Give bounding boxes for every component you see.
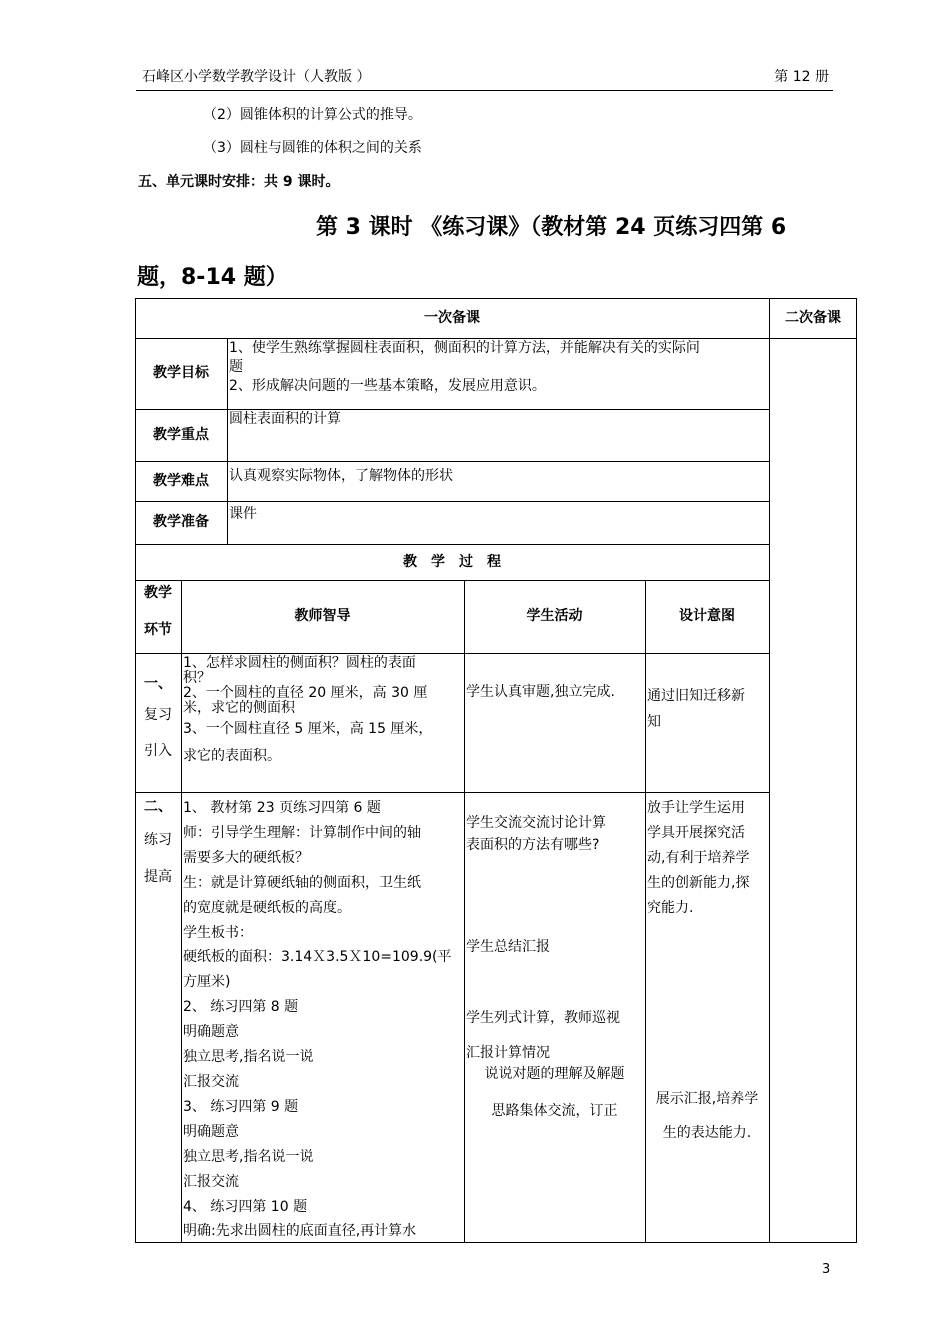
prep-text: 课件	[229, 506, 257, 522]
teacher-line: 生：就是计算硬纸轴的侧面积，卫生纸	[183, 874, 421, 891]
intent-line: 通过旧知迁移新	[647, 688, 745, 704]
header-title: 石峰区小学数学教学设计（人教版 ）	[142, 69, 371, 85]
goal-line: 2、形成解决问题的一些基本策略，发展应用意识。	[229, 378, 546, 394]
header-volume: 第 12 册	[774, 69, 829, 85]
lesson-title-line-2: 题，8-14 题）	[137, 265, 288, 290]
first-prep-header: 一次备课	[424, 309, 480, 326]
stage-line: 二、	[144, 799, 172, 815]
row2-teacher	[181, 792, 464, 1243]
goal-label: 教学目标	[153, 365, 209, 381]
teacher-line: 米，求它的侧面积	[183, 700, 295, 716]
page-number: 3	[822, 1262, 831, 1277]
second-prep-header: 二次备课	[785, 309, 841, 326]
intent-block-1	[647, 796, 749, 921]
teacher-line: 3、 练习四第 9 题	[183, 1098, 299, 1115]
goal-line: 1、使学生熟练掌握圆柱表面积，侧面积的计算方法，并能解决有关的实际问	[229, 340, 700, 356]
stage-header-line: 环节	[144, 622, 172, 638]
student-line: 学生列式计算，教师巡视	[466, 1010, 620, 1026]
intent-line: 放手让学生运用	[647, 800, 745, 816]
intro-item-3: （3）圆柱与圆锥的体积之间的关系	[203, 140, 422, 156]
teacher-line: 1、 教材第 23 页练习四第 6 题	[183, 800, 381, 816]
intro-item-2: （2）圆锥体积的计算公式的推导。	[203, 107, 422, 123]
student-line: 说说对题的理解及解题	[484, 1066, 625, 1082]
student-line: 表面积的方法有哪些?	[466, 837, 600, 853]
teacher-line: 明确题意	[183, 1123, 239, 1140]
teacher-line: 2、 练习四第 8 题	[183, 999, 299, 1016]
page-header	[136, 66, 833, 91]
stage-line: 提高	[144, 869, 172, 885]
goal-text	[227, 338, 769, 409]
second-prep-divider	[769, 298, 770, 1243]
key-text: 圆柱表面积的计算	[229, 411, 341, 427]
row2-stage	[135, 792, 181, 1243]
teacher-line: 方厘米)	[183, 974, 231, 991]
row1-student: 学生认真审题,独立完成.	[466, 684, 615, 700]
difficulty-text: 认真观察实际物体，了解物体的形状	[229, 468, 453, 484]
student-column-header: 学生活动	[526, 608, 583, 624]
teacher-line: 师：引导学生理解：计算制作中间的轴	[183, 824, 421, 841]
process-header: 教 学 过 程	[403, 553, 501, 570]
intent-line: 生的创新能力,探	[647, 875, 750, 891]
intent-line: 展示汇报,培养学	[655, 1091, 759, 1107]
teacher-line: 汇报交流	[183, 1173, 239, 1190]
teacher-line: 硬纸板的面积：3.14Ｘ3.5Ｘ10=109.9(平	[183, 949, 452, 966]
intent-line: 学具开展探究活	[647, 825, 745, 841]
prep-label: 教学准备	[153, 514, 209, 530]
stage-column-header	[135, 580, 181, 653]
teacher-line: 积？	[183, 670, 211, 686]
teacher-line: 3、一个圆柱直径 5 厘米，高 15 厘米，	[183, 721, 433, 737]
intent-column-header: 设计意图	[679, 608, 735, 624]
row1-teacher	[181, 653, 464, 792]
teacher-column-header: 教师智导	[294, 608, 351, 624]
teacher-line: 需要多大的硬纸板？	[183, 849, 309, 866]
row1-stage	[135, 653, 181, 792]
intent-line: 生的表达能力.	[662, 1125, 752, 1141]
intent-line: 动,有利于培养学	[647, 850, 750, 866]
difficulty-label: 教学难点	[153, 472, 209, 489]
teacher-line: 学生板书：	[183, 924, 253, 941]
teacher-line: 求它的表面积。	[183, 748, 281, 764]
student-line: 汇报计算情况	[466, 1045, 550, 1061]
student-line: 思路集体交流，订正	[491, 1103, 618, 1119]
key-label: 教学重点	[153, 426, 209, 443]
teacher-line: 明确题意	[183, 1024, 239, 1041]
teacher-line: 2、一个圆柱的直径 20 厘米，高 30 厘	[183, 685, 428, 701]
student-line: 学生总结汇报	[466, 939, 550, 955]
intent-block-2	[645, 1082, 769, 1150]
stage-header-line: 教学	[144, 585, 172, 601]
teacher-line: 4、 练习四第 10 题	[183, 1198, 308, 1215]
student-line: 学生交流交流讨论计算	[466, 815, 606, 831]
teacher-line: 1、怎样求圆柱的侧面积？圆柱的表面	[183, 655, 416, 671]
row1-intent	[645, 653, 769, 792]
stage-line: 复习	[144, 707, 172, 723]
teacher-line: 独立思考,指名说一说	[183, 1148, 314, 1165]
stage-line: 引入	[144, 743, 172, 759]
row2-student	[464, 792, 645, 1243]
teacher-line: 独立思考,指名说一说	[183, 1049, 314, 1066]
stage-line: 练习	[144, 832, 172, 848]
teacher-line: 明确:先求出圆柱的底面直径,再计算水	[183, 1223, 417, 1240]
lesson-title-line-1: 第 3 课时 《练习课》（教材第 24 页练习四第 6	[316, 215, 787, 240]
teacher-line: 汇报交流	[183, 1073, 239, 1090]
row2-intent	[645, 792, 769, 1243]
intent-line: 究能力.	[647, 900, 694, 916]
section-5-heading: 五、单元课时安排：共 9 课时。	[138, 174, 340, 190]
teacher-line: 的宽度就是硬纸板的高度。	[183, 899, 351, 916]
intent-line: 知	[647, 714, 661, 730]
goal-line: 题	[229, 359, 243, 375]
stage-line: 一、	[144, 676, 172, 692]
